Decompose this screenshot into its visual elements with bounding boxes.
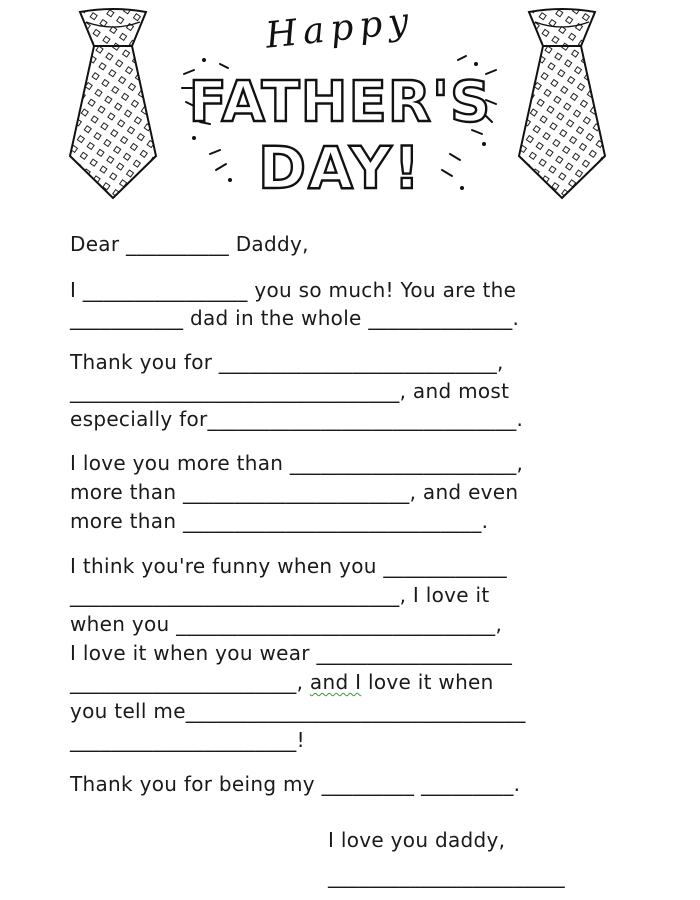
letter-line: when you _______________________________, — [70, 612, 503, 636]
letter-line: especially for______________________________. — [70, 407, 524, 431]
letter-line: I ________________ you so much! You are the — [70, 278, 517, 302]
letter-line: Thank you for ___________________________, — [70, 350, 504, 374]
letter-line: ___________ dad in the whole ______________. — [70, 306, 520, 330]
closing-line: I love you daddy, — [328, 828, 506, 852]
letter-line-part: ______________________, — [70, 670, 310, 694]
title-day: DAY! — [258, 134, 422, 202]
greeting-line: Dear __________ Daddy, — [70, 232, 309, 256]
letter-line — [70, 668, 494, 696]
letter-line: Thank you for being my _________ _________. — [70, 772, 521, 796]
necktie-icon — [66, 6, 161, 201]
letter-line: ______________________! — [70, 728, 305, 752]
letter-line: I think you're funny when you ____________ — [70, 554, 507, 578]
title-happy: Happy — [263, 0, 417, 57]
letter-line-part: love it when — [361, 670, 494, 694]
letter-line: I love it when you wear ___________________ — [70, 641, 513, 665]
title-block — [180, 0, 500, 204]
letter-line: you tell me_________________________________ — [70, 699, 526, 723]
spellcheck-underline: and I — [309, 670, 362, 694]
letter-line: I love you more than ______________________, — [70, 451, 524, 475]
signature-line: _______________________ — [328, 864, 565, 888]
letter-line: ________________________________, I love it — [70, 583, 490, 607]
letter-line: more than ______________________, and even — [70, 480, 519, 504]
necktie-icon — [515, 6, 610, 201]
letter-line: ________________________________, and most — [70, 379, 510, 403]
title-fathers: FATHER'S — [188, 70, 492, 135]
letter-line: more than _____________________________. — [70, 509, 489, 533]
